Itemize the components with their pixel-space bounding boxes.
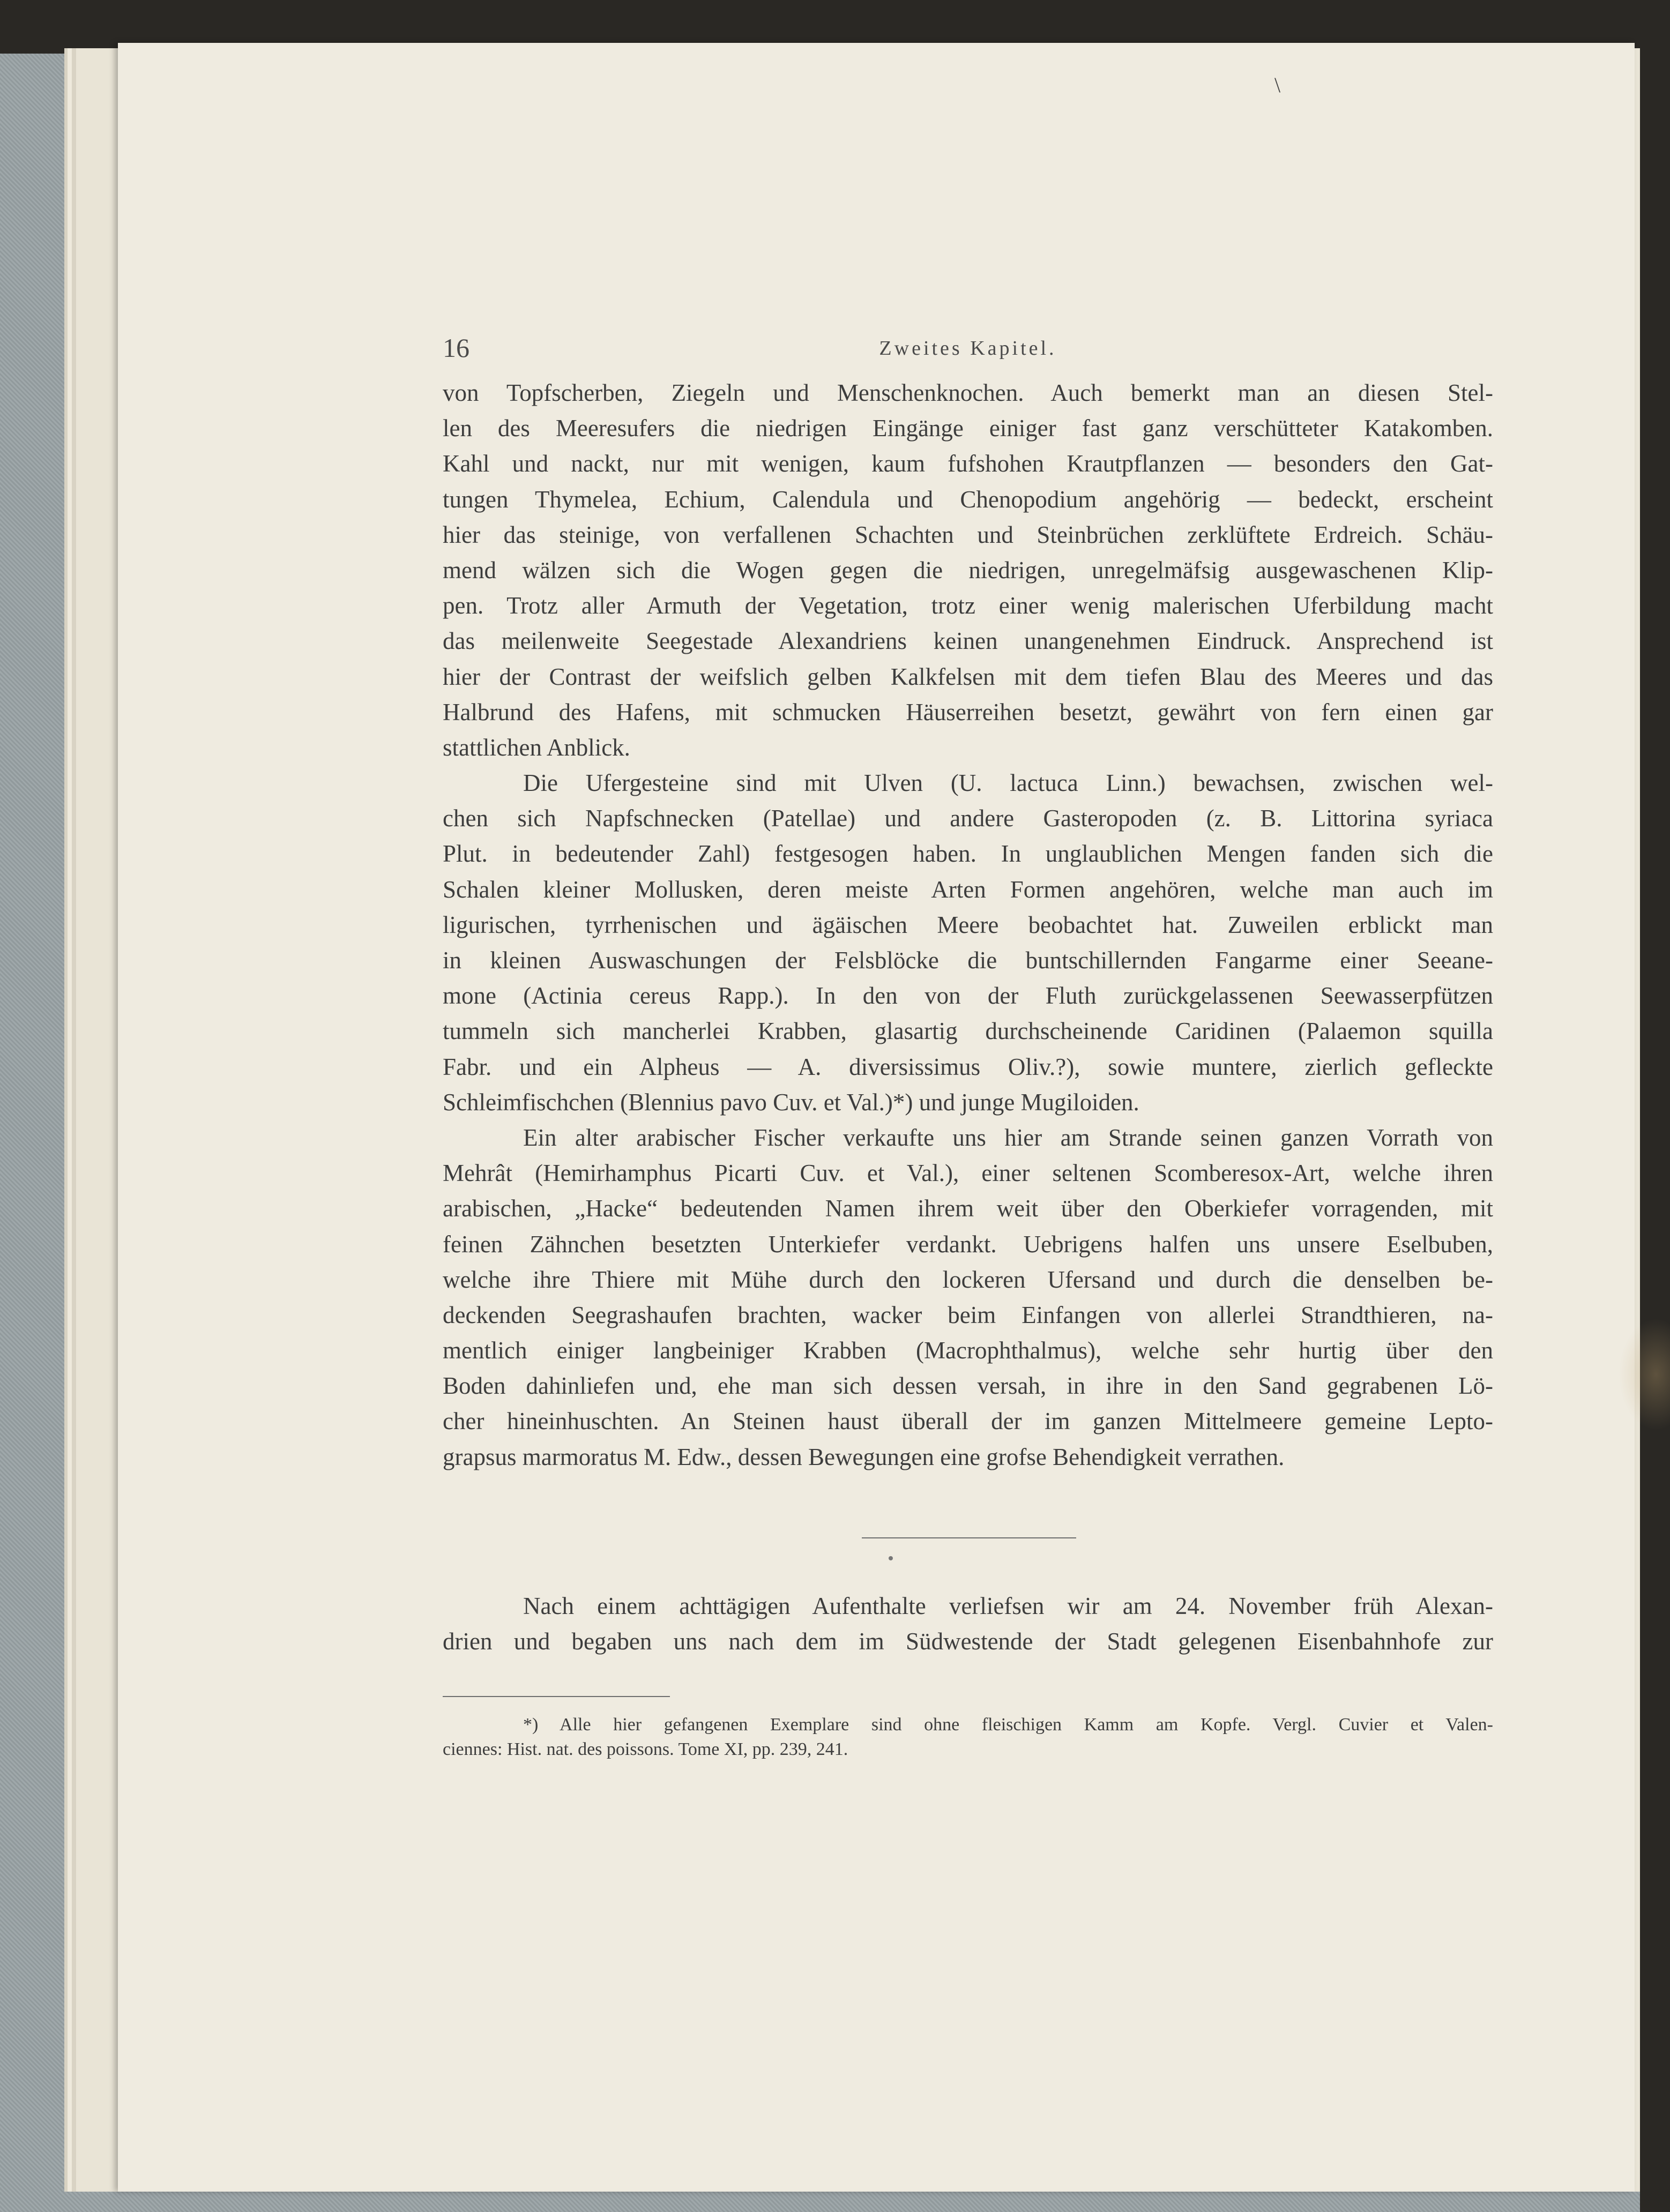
text-line: pen. Trotz aller Armuth der Vegetation, trotz einer wenig malerischen Uferbildung macht	[443, 592, 1493, 619]
body-text	[443, 375, 1493, 1659]
chapter-title: Zweites Kapitel.	[879, 337, 1057, 360]
text-line: hier das steinige, von verfallenen Schachten und Steinbrüchen zerklüftete Erdreich. Schäu-	[443, 521, 1493, 548]
section-separator	[862, 1537, 1076, 1538]
text-line: in kleinen Auswaschungen der Felsblöcke die buntschillernden Fangarme einer Seeane-	[443, 947, 1493, 974]
corner-mark: \	[1274, 73, 1281, 97]
text-line: deckenden Seegrashaufen brachten, wacker beim Einfangen von allerlei Strandthieren, na-	[443, 1301, 1493, 1328]
text-line: Halbrund des Hafens, mit schmucken Häuserreihen besetzt, gewährt von fern einen gar	[443, 698, 1493, 726]
text-line: mone (Actinia cereus Rapp.). In den von der Fluth zurückgelassenen Seewasserpfützen	[443, 982, 1493, 1010]
text-line: mentlich einiger langbeiniger Krabben (Macrophthalmus), welche sehr hurtig über den	[443, 1337, 1493, 1364]
section-gap	[443, 1531, 1493, 1588]
text-line: Boden dahinliefen und, ehe man sich dessen versah, in ihre in den Sand gegrabenen Lö-	[443, 1372, 1493, 1400]
text-line: Schleimfischchen (Blennius pavo Cuv. et Val.)*) und junge Mugiloiden.	[443, 1088, 1139, 1116]
text-line: mend wälzen sich die Wogen gegen die niedrigen, unregelmäfsig ausgewaschenen Klip-	[443, 556, 1493, 584]
text-line: tungen Thymelea, Echium, Calendula und Chenopodium angehörig — bedeckt, erscheint	[443, 485, 1493, 513]
text-line: tummeln sich mancherlei Krabben, glasartig durchscheinende Caridinen (Palaemon squilla	[443, 1018, 1493, 1045]
text-line: hier der Contrast der weifslich gelben Kalkfelsen mit dem tiefen Blau des Meeres und das	[443, 663, 1493, 690]
text-line: von Topfscherben, Ziegeln und Menschenknochen. Auch bemerkt man an diesen Stel-	[443, 379, 1493, 406]
footnotes	[443, 1713, 1493, 1762]
text-line: drien und begaben uns nach dem im Südwestende der Stadt gelegenen Eisenbahnhofe zur	[443, 1628, 1493, 1655]
text-line: Schalen kleiner Mollusken, deren meiste Arten Formen angehören, welche man auch im	[443, 876, 1493, 903]
footnote-rule	[443, 1696, 670, 1697]
footnote-line: *) Alle hier gefangenen Exemplare sind ohne fleischigen Kamm am Kopfe. Vergl. Cuvier et Valen-	[523, 1715, 1493, 1735]
section-gap	[443, 1475, 1493, 1531]
footnote-line: ciennes: Hist. nat. des poissons. Tome XI, pp. 239, 241.	[443, 1739, 848, 1759]
text-line: Nach einem achttägigen Aufenthalte verliefsen wir am 24. November früh Alexan-	[523, 1592, 1493, 1619]
text-line: grapsus marmoratus M. Edw., dessen Bewegungen eine grofse Behendigkeit verrathen.	[443, 1443, 1285, 1470]
text-line: feinen Zähnchen besetzten Unterkiefer verdankt. Uebrigens halfen uns unsere Eselbuben,	[443, 1230, 1493, 1258]
paper-stain	[1619, 1318, 1670, 1431]
text-line: Mehrât (Hemirhamphus Picarti Cuv. et Val.), einer seltenen Scomberesox-Art, welche ihren	[443, 1160, 1493, 1187]
running-head	[443, 332, 1493, 370]
text-line: Die Ufergesteine sind mit Ulven (U. lactuca Linn.) bewachsen, zwischen wel-	[523, 769, 1493, 797]
text-line: chen sich Napfschnecken (Patellae) und andere Gasteropoden (z. B. Littorina syriaca	[443, 805, 1493, 832]
text-line: welche ihre Thiere mit Mühe durch den lockeren Ufersand und durch die denselben be-	[443, 1266, 1493, 1293]
page-number: 16	[443, 333, 469, 363]
text-line: cher hineinhuschten. An Steinen haust überall der im ganzen Mittelmeere gemeine Lepto-	[443, 1408, 1493, 1435]
text-line: Kahl und nackt, nur mit wenigen, kaum fufshohen Krautpflanzen — besonders den Gat-	[443, 450, 1493, 477]
text-line: Ein alter arabischer Fischer verkaufte uns hier am Strande seinen ganzen Vorrath von	[523, 1124, 1493, 1151]
text-line: Fabr. und ein Alpheus — A. diversissimus Oliv.?), sowie muntere, zierlich gefleckte	[443, 1053, 1493, 1080]
text-line: das meilenweite Seegestade Alexandriens keinen unangenehmen Eindruck. Ansprechend ist	[443, 627, 1493, 655]
text-line: Plut. in bedeutender Zahl) festgesogen haben. In unglaublichen Mengen fanden sich die	[443, 840, 1493, 868]
separator-dot	[889, 1556, 893, 1560]
text-line: len des Meeresufers die niedrigen Eingänge einiger fast ganz verschütteter Katakomben.	[443, 415, 1493, 442]
text-line: stattlichen Anblick.	[443, 734, 630, 761]
text-line: ligurischen, tyrrhenischen und ägäischen Meere beobachtet hat. Zuweilen erblickt man	[443, 911, 1493, 938]
text-line: arabischen, „Hacke“ bedeutenden Namen ihrem weit über den Oberkiefer vorragenden, mit	[443, 1195, 1493, 1222]
